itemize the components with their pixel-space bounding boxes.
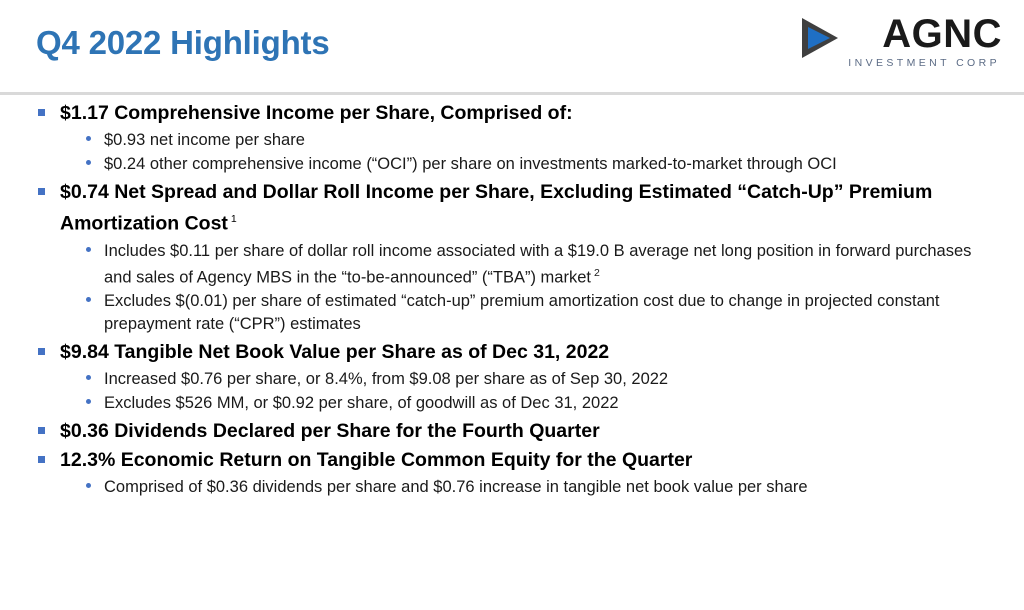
sub-list	[60, 476, 998, 499]
slide-header	[0, 0, 1024, 92]
dot-bullet-icon	[86, 399, 91, 404]
square-bullet-icon	[38, 348, 45, 355]
list-item	[34, 100, 998, 175]
footnote-marker: 1	[230, 213, 237, 225]
dot-bullet-icon	[86, 247, 91, 252]
sub-list	[60, 129, 998, 175]
highlights-list	[34, 100, 998, 499]
list-item	[84, 368, 998, 391]
list-item	[84, 392, 998, 415]
dot-bullet-icon	[86, 297, 91, 302]
square-bullet-icon	[38, 456, 45, 463]
dot-bullet-icon	[86, 375, 91, 380]
square-bullet-icon	[38, 427, 45, 434]
sub-text: $0.24 other comprehensive income (“OCI”) per share on investments marked-to-market through OCI	[104, 154, 837, 173]
list-item	[84, 153, 998, 176]
highlight-text: $0.36 Dividends Declared per Share for the Fourth Quarter	[60, 420, 600, 442]
square-bullet-icon	[38, 109, 45, 116]
list-item	[34, 447, 998, 499]
list-item	[84, 129, 998, 152]
highlight-text: $0.74 Net Spread and Dollar Roll Income per Share, Excluding Estimated “Catch-Up” Premium Amortization Cost $^1$	[60, 181, 933, 235]
list-item	[34, 339, 998, 414]
sub-text: Excludes $(0.01) per share of estimated “catch-up” premium amortization cost due to change in projected constant prepayment rate (“CPR”) estimates	[104, 292, 940, 333]
sub-text: Increased $0.76 per share, or 8.4%, from $9.08 per share as of Sep 30, 2022	[104, 370, 669, 388]
highlight-text: $9.84 Tangible Net Book Value per Share as of Dec 31, 2022	[60, 341, 610, 363]
highlight-text: $1.17 Comprehensive Income per Share, Comprised of:	[60, 102, 573, 124]
highlight-text: 12.3% Economic Return on Tangible Common Equity for the Quarter	[60, 449, 693, 471]
header-divider	[0, 92, 1024, 95]
footnote-marker: 2	[593, 267, 600, 279]
agnc-logo-text	[848, 14, 1002, 69]
slide-body	[0, 100, 1024, 503]
list-item	[84, 240, 998, 290]
square-bullet-icon	[38, 188, 45, 195]
agnc-logo	[800, 14, 1002, 69]
dot-bullet-icon	[86, 483, 91, 488]
sub-text: Comprised of $0.36 dividends per share and $0.76 increase in tangible net book value per share	[104, 478, 808, 496]
dot-bullet-icon	[86, 160, 91, 165]
sub-list	[60, 368, 998, 414]
sub-text: Includes $0.11 per share of dollar roll income associated with a $19.0 B average net long position in forward purchases and sales of Agency MBS in the “to-be-announced” (“TBA”) market $^2$	[104, 241, 972, 287]
list-item	[84, 290, 998, 335]
dot-bullet-icon	[86, 136, 91, 141]
sub-text: Excludes $526 MM, or $0.92 per share, of goodwill as of Dec 31, 2022	[104, 393, 619, 412]
agnc-triangle-mark-icon	[800, 16, 842, 60]
sub-list	[60, 240, 998, 336]
list-item	[34, 418, 998, 445]
agnc-wordmark: AGNC	[882, 12, 1002, 56]
page-title: Q4 2022 Highlights	[36, 24, 330, 61]
list-item	[84, 476, 998, 499]
sub-text: $0.93 net income per share	[104, 131, 305, 149]
list-item	[34, 179, 998, 335]
agnc-tagline: INVESTMENT CORP	[848, 57, 1000, 69]
